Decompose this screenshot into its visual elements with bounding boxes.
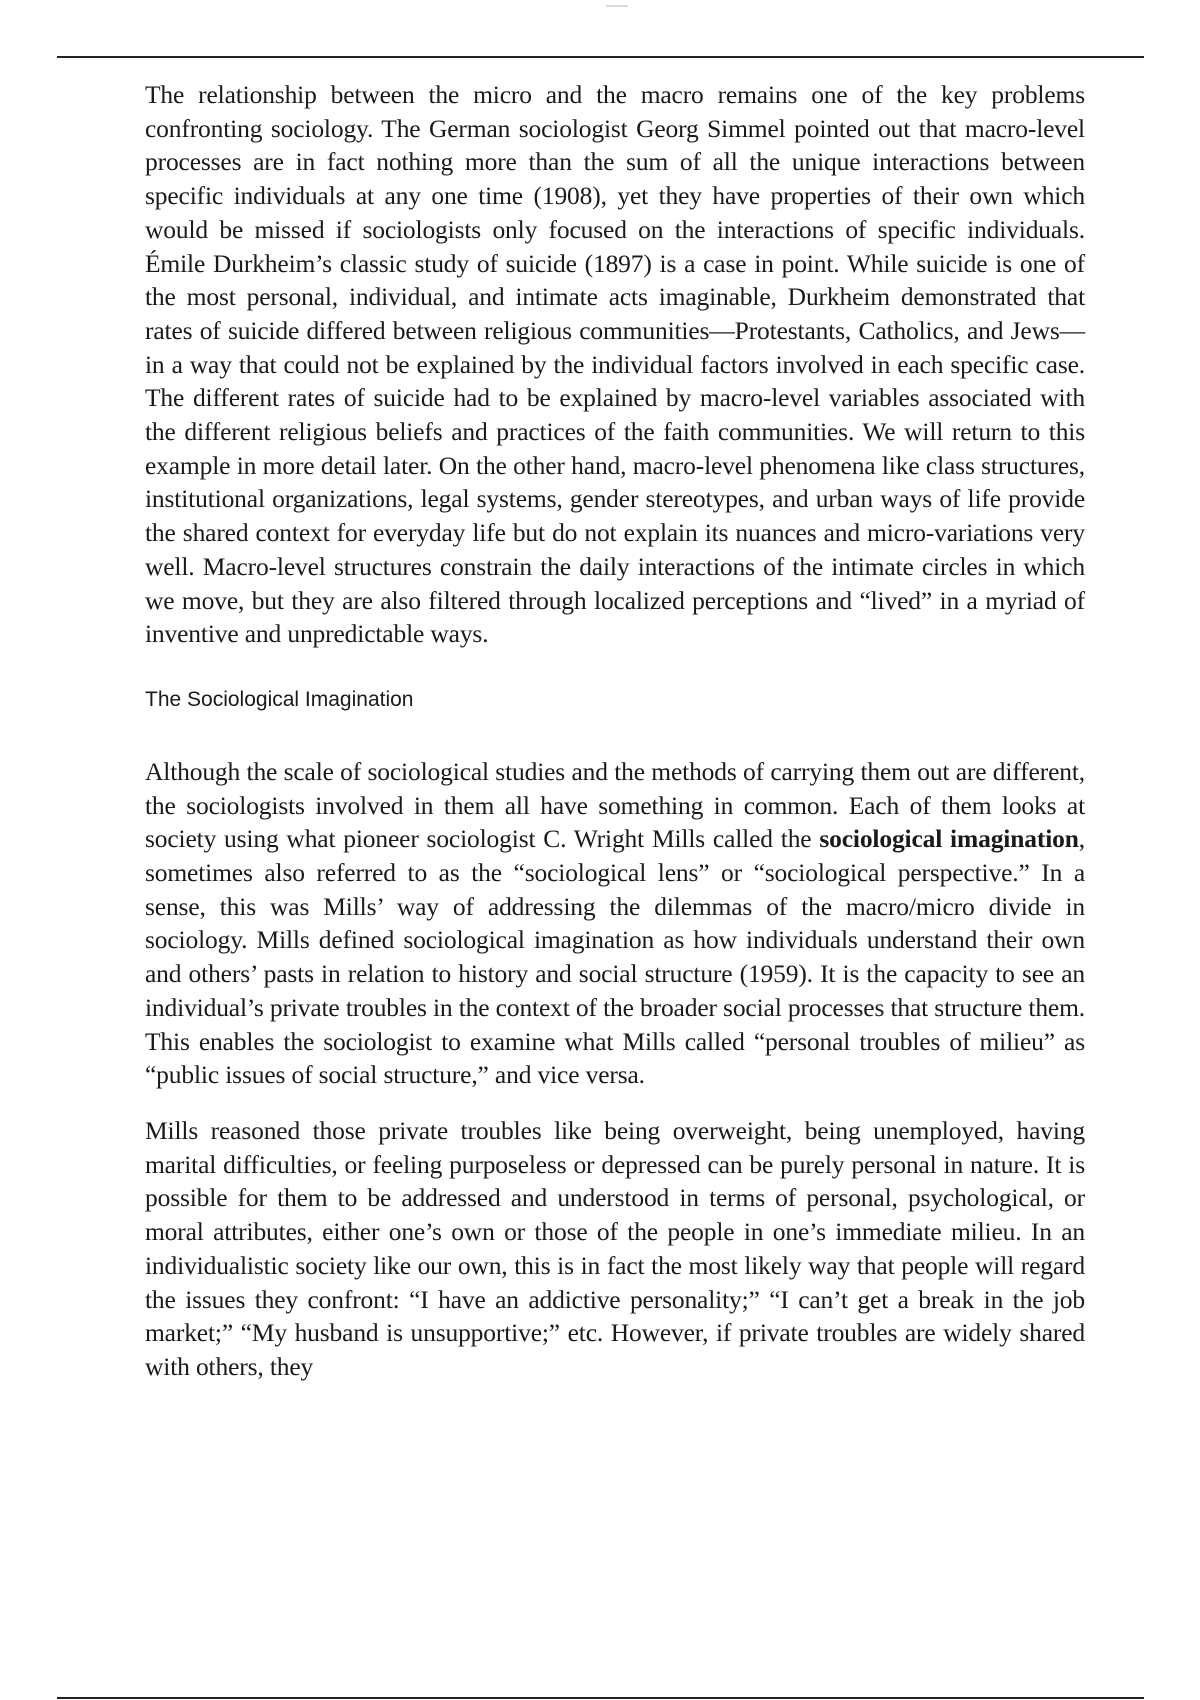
- page-top-marker: [606, 0, 628, 7]
- paragraph-2-start: Although the scale of sociological studies and the methods of carrying them out are different, the sociologists involved in them all have something in common. Each of them looks at society using what pioneer sociologist C. Wright Mills called the: [145, 756, 1085, 854]
- footer-rule: [57, 1697, 1144, 1699]
- header-rule: [57, 56, 1144, 58]
- paragraph-sociological-imagination: [145, 755, 1085, 1092]
- section-heading: The Sociological Imagination: [145, 687, 414, 711]
- paragraph-private-troubles: Mills reasoned those private troubles like being overweight, being unemployed, having marital difficulties, or feeling purposeless or depressed can be purely personal in nature. It is possible for them to be addressed and understood in terms of personal, psychological, or moral attributes, either one’s own or those of the people in one’s immediate milieu. In an individualistic society like our own, this is in fact the most likely way that people will regard the issues they confront: “I have an addictive personality;” “I can’t get a break in the job market;” “My husband is unsupportive;” etc. However, if private troubles are widely shared with others, they: [145, 1115, 1085, 1381]
- page-content: [145, 78, 1085, 1384]
- key-term-sociological-imagination: sociological imagination: [819, 824, 1079, 854]
- paragraph-2-end: , sometimes also referred to as the “sociological lens” or “sociological perspective.” In a sense, this was Mills’ way of addressing the dilemmas of the macro/micro divide in sociology. Mills defined sociological imagination as how individuals understand their own and others’ pasts in relation to history and social structure (1959). It is the capacity to see an individual’s private troubles in the context of the broader social processes that structure them. This enables the sociologist to examine what Mills called “personal troubles of milieu” as “public issues of social structure,” and vice versa.: [145, 824, 1086, 1090]
- paragraph-micro-macro: The relationship between the micro and the macro remains one of the key problems confronting sociology. The German sociologist Georg Simmel pointed out that macro-level processes are in fact nothing more than the sum of all the unique interactions between specific individuals at any one time (1908), yet they have properties of their own which would be missed if sociologists only focused on the interactions of specific individuals. Émile Durkheim’s classic study of suicide (1897) is a case in point. While suicide is one of the most personal, individual, and intimate acts imaginable, Durkheim demonstrated that rates of suicide differed between religious communities—Protestants, Catholics, and Jews—in a way that could not be explained by the individual factors involved in each specific case. The different rates of suicide had to be explained by macro-level variables associated with the different religious beliefs and practices of the faith communities. We will return to this example in more detail later. On the other hand, macro-level phenomena like class structures, institutional organizations, legal systems, gender stereotypes, and urban ways of life provide the shared context for everyday life but do not explain its nuances and micro-variations very well. Macro-level structures constrain the daily interactions of the intimate circles in which we move, but they are also filtered through localized perceptions and “lived” in a myriad of inventive and unpredictable ways.: [145, 80, 1085, 649]
